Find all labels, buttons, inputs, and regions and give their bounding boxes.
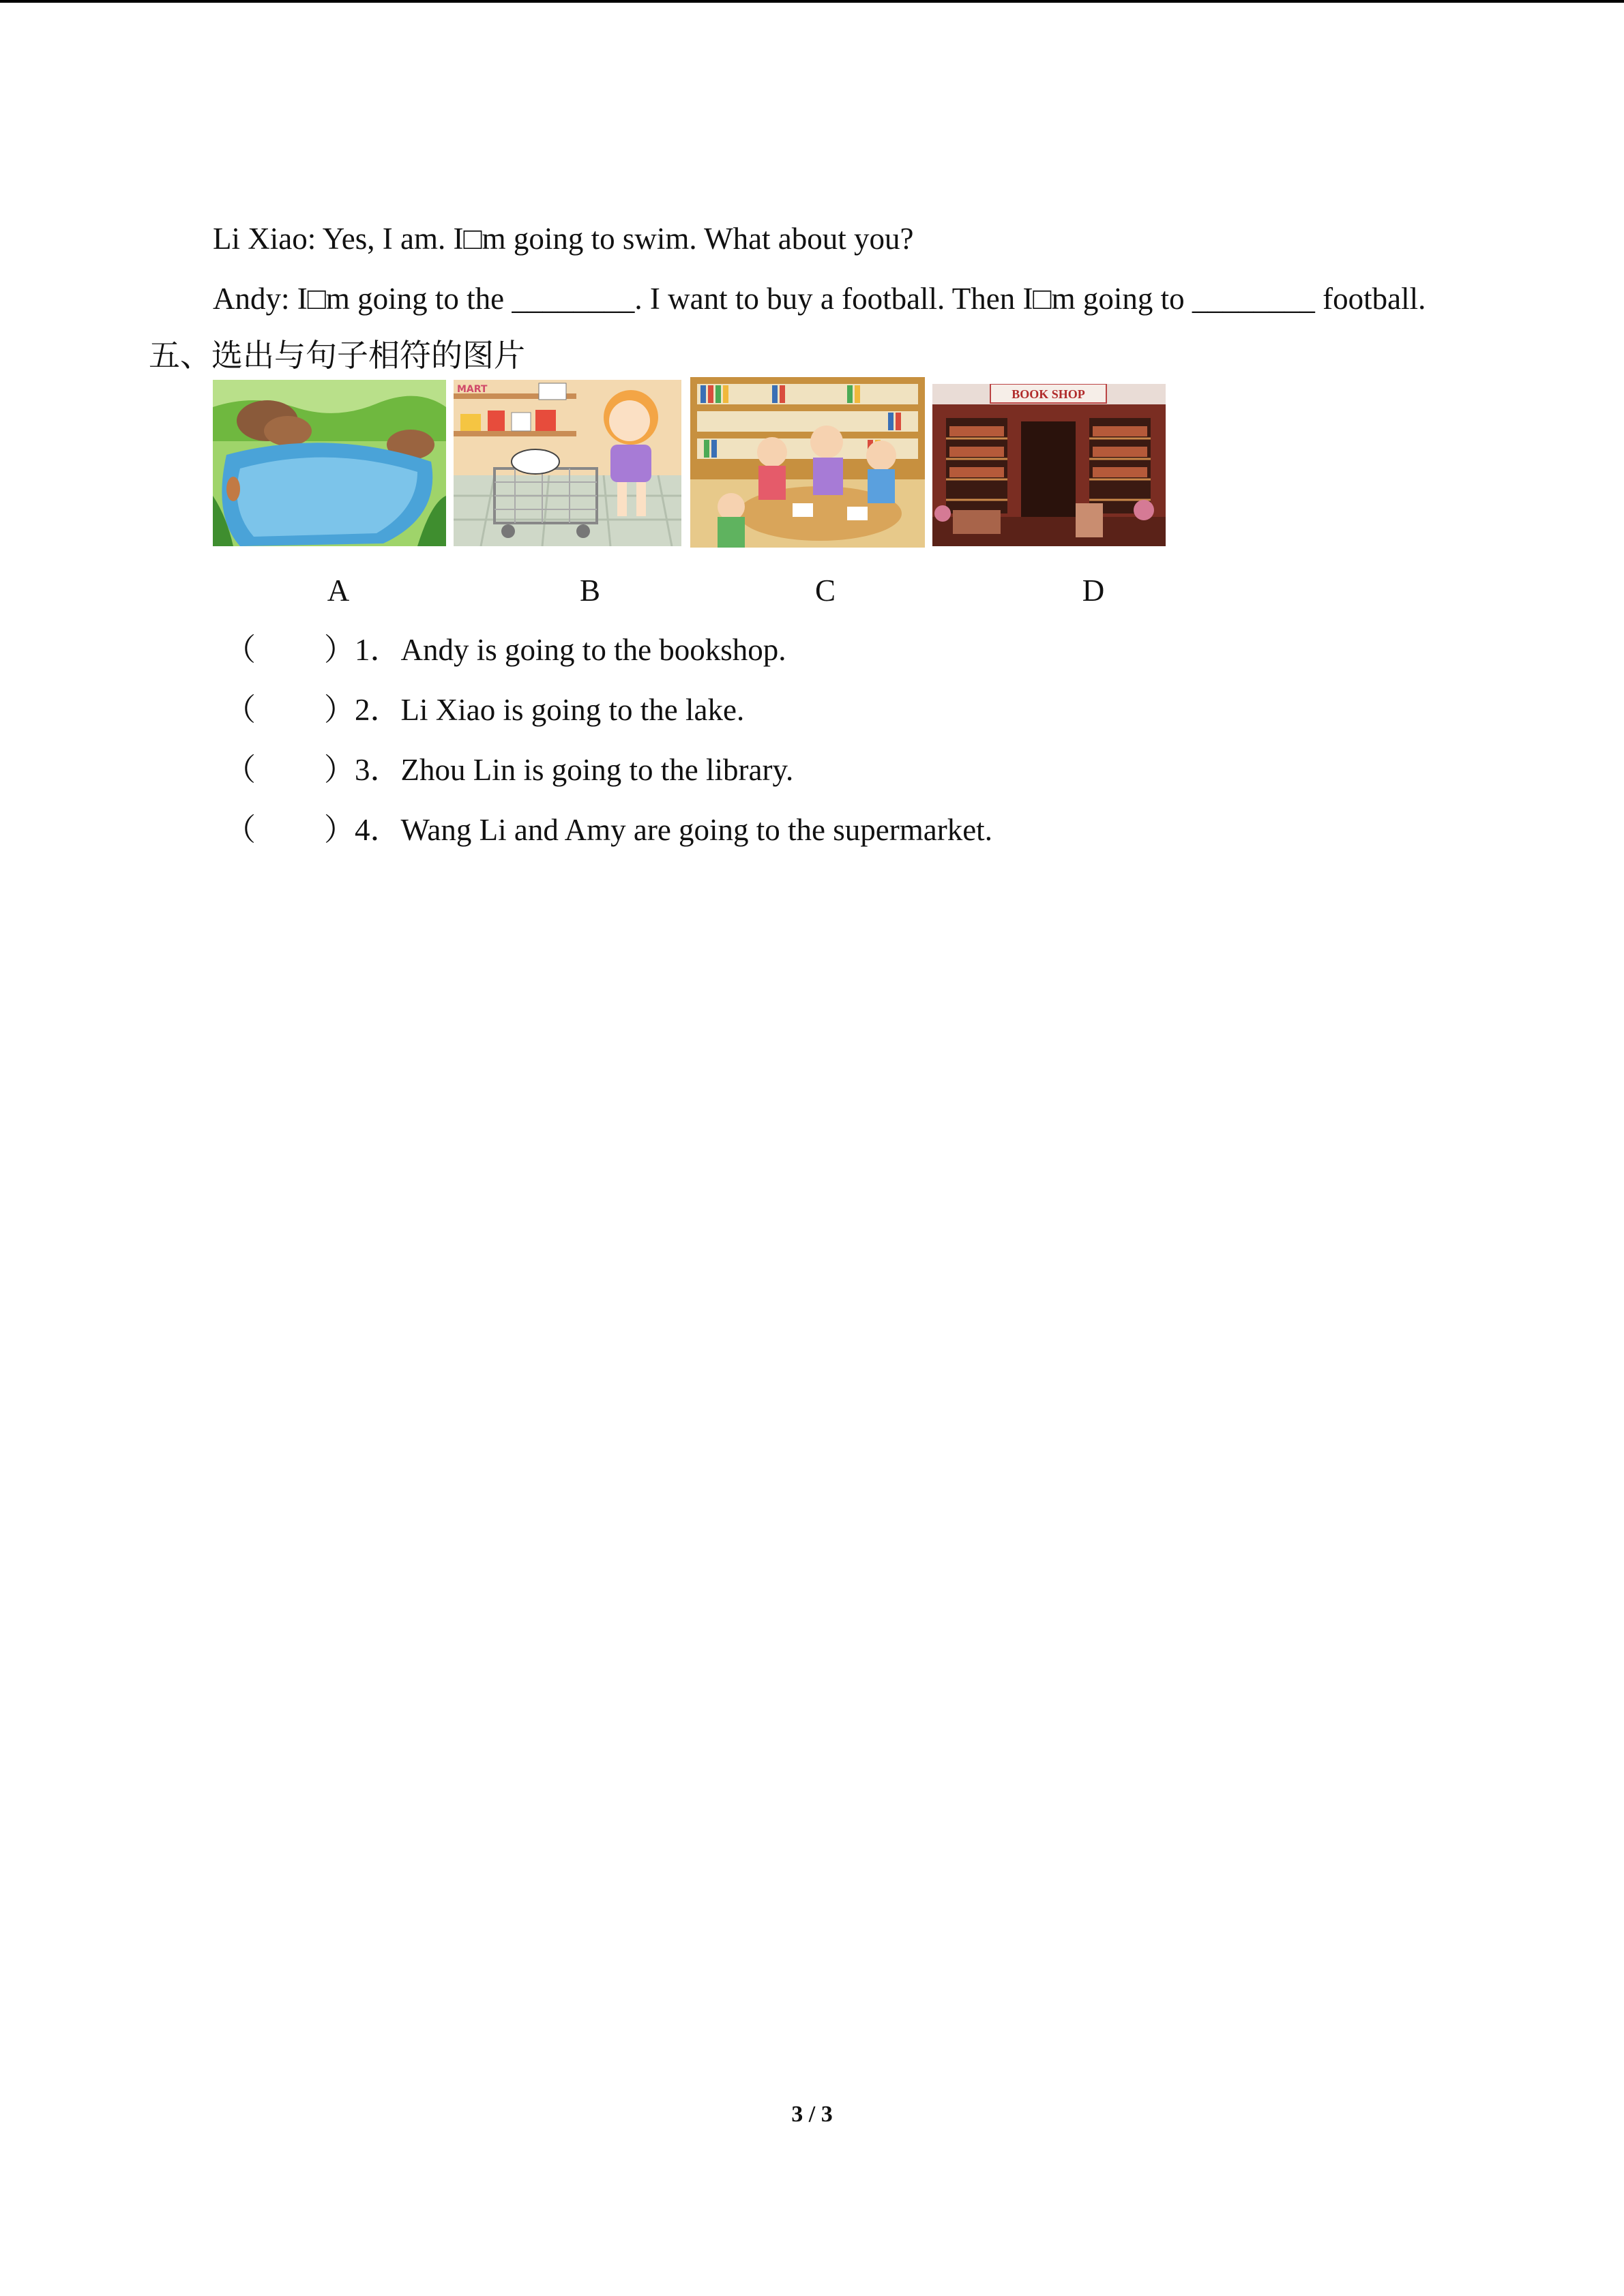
close-paren: ） bbox=[324, 813, 355, 847]
page-number: 3 / 3 bbox=[791, 2102, 833, 2127]
question-text: Li Xiao is going to the lake. bbox=[400, 693, 745, 727]
lake-picture bbox=[213, 380, 446, 546]
close-paren: ） bbox=[324, 633, 355, 667]
bookshop-picture bbox=[932, 384, 1166, 546]
question-text: Wang Li and Amy are going to the supermarket. bbox=[400, 813, 992, 847]
picture-label-b: B bbox=[579, 573, 600, 608]
question-number: 3． bbox=[355, 753, 401, 787]
library-picture bbox=[690, 377, 925, 548]
picture-label-d: D bbox=[1082, 573, 1105, 608]
question-3 bbox=[225, 751, 793, 789]
question-2 bbox=[225, 691, 744, 729]
question-text: Zhou Lin is going to the library. bbox=[400, 753, 794, 787]
top-border bbox=[0, 0, 1624, 3]
open-paren: （ bbox=[225, 633, 256, 667]
section-heading: 五、选出与句子相符的图片 bbox=[149, 338, 525, 373]
question-4 bbox=[225, 811, 992, 849]
supermarket-picture bbox=[454, 380, 681, 546]
dialogue-line-li-xiao: Li Xiao: Yes, I am. I□m going to swim. What about you? bbox=[213, 222, 914, 256]
open-paren: （ bbox=[225, 753, 256, 787]
question-number: 1． bbox=[355, 633, 401, 667]
picture-label-a: A bbox=[327, 573, 350, 608]
mart-sign-text: MART bbox=[457, 384, 488, 395]
picture-label-c: C bbox=[814, 573, 836, 608]
question-number: 4． bbox=[355, 813, 401, 847]
question-1 bbox=[225, 631, 786, 669]
open-paren: （ bbox=[225, 813, 256, 847]
dialogue-line-andy: Andy: I□m going to the ________. I want to buy a football. Then I□m going to ________ football. bbox=[213, 282, 1426, 316]
close-paren: ） bbox=[324, 693, 355, 727]
close-paren: ） bbox=[324, 753, 355, 787]
question-text: Andy is going to the bookshop. bbox=[400, 633, 786, 667]
bookshop-sign-text: BOOK SHOP bbox=[1012, 387, 1085, 401]
open-paren: （ bbox=[225, 693, 256, 727]
question-number: 2． bbox=[355, 693, 401, 727]
